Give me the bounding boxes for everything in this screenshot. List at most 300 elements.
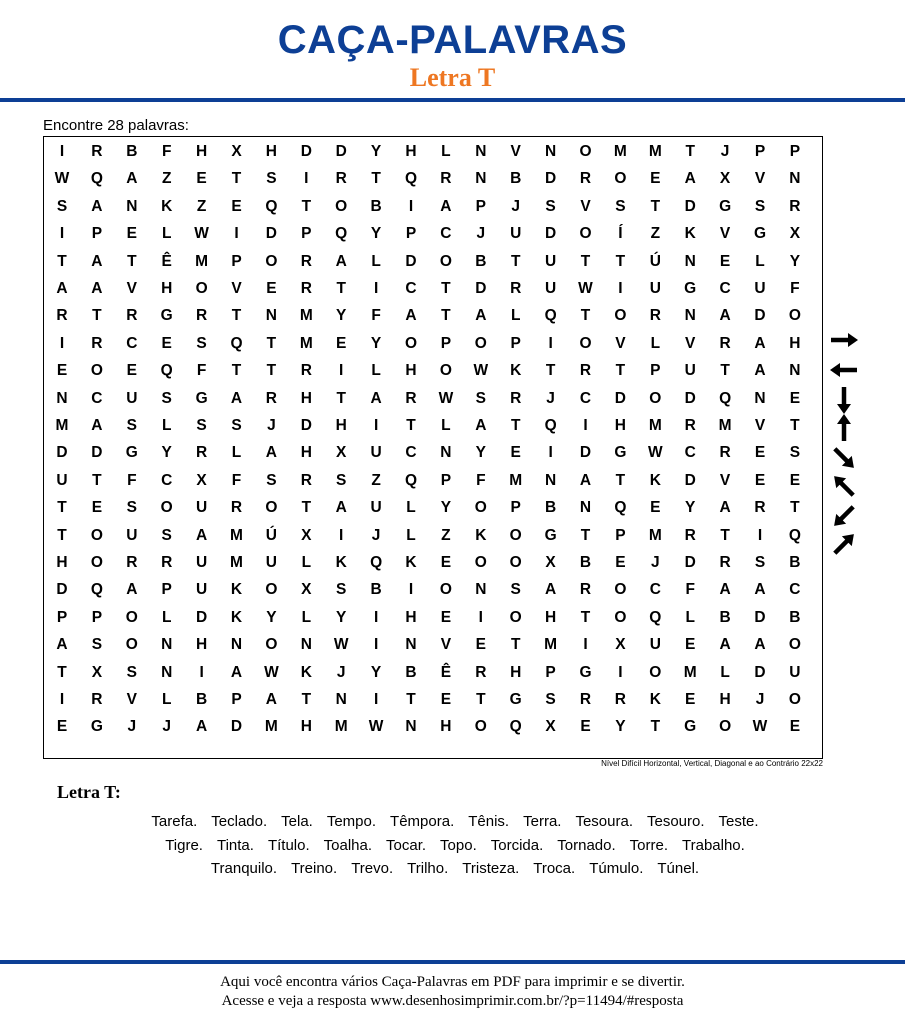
grid-cell[interactable]: D bbox=[754, 608, 766, 626]
grid-cell[interactable]: O bbox=[579, 334, 592, 352]
grid-cell[interactable]: O bbox=[614, 581, 627, 599]
grid-cell[interactable]: D bbox=[684, 471, 696, 489]
grid-cell[interactable]: D bbox=[684, 389, 696, 407]
grid-cell[interactable]: G bbox=[195, 389, 208, 407]
grid-cell[interactable]: P bbox=[56, 608, 68, 626]
grid-cell[interactable]: B bbox=[126, 143, 138, 160]
grid-cell[interactable]: A bbox=[579, 471, 592, 489]
grid-cell[interactable]: R bbox=[300, 280, 312, 297]
grid-cell[interactable]: B bbox=[789, 554, 801, 571]
grid-cell[interactable]: G bbox=[90, 718, 103, 736]
grid-cell[interactable]: O bbox=[614, 170, 627, 188]
grid-cell[interactable]: J bbox=[755, 691, 765, 708]
grid-cell[interactable]: E bbox=[196, 170, 207, 188]
grid-cell[interactable]: R bbox=[649, 307, 661, 325]
grid-cell[interactable]: M bbox=[334, 718, 348, 736]
grid-cell[interactable]: E bbox=[789, 718, 801, 736]
grid-cell[interactable]: R bbox=[719, 334, 731, 352]
grid-cell[interactable]: V bbox=[719, 225, 731, 243]
grid-cell[interactable]: T bbox=[371, 170, 381, 188]
grid-cell[interactable]: B bbox=[579, 554, 592, 571]
grid-cell[interactable]: A bbox=[754, 334, 766, 352]
grid-cell[interactable]: Q bbox=[160, 362, 173, 380]
grid-cell[interactable]: T bbox=[57, 663, 67, 681]
grid-cell[interactable]: G bbox=[125, 444, 138, 462]
grid-cell[interactable]: H bbox=[195, 636, 208, 654]
grid-cell[interactable]: O bbox=[439, 581, 452, 599]
grid-cell[interactable]: F bbox=[685, 581, 695, 599]
grid-cell[interactable]: A bbox=[230, 389, 243, 407]
grid-cell[interactable]: O bbox=[474, 554, 487, 571]
grid-cell[interactable]: E bbox=[754, 471, 766, 489]
grid-cell[interactable]: B bbox=[370, 197, 382, 215]
grid-cell[interactable]: V bbox=[126, 691, 137, 708]
grid-cell[interactable]: R bbox=[300, 362, 312, 380]
grid-cell[interactable]: W bbox=[438, 389, 454, 407]
grid-cell[interactable]: D bbox=[335, 143, 347, 160]
grid-cell[interactable]: J bbox=[511, 197, 520, 215]
grid-cell[interactable]: L bbox=[301, 608, 312, 626]
grid-cell[interactable]: B bbox=[370, 581, 382, 599]
grid-cell[interactable]: S bbox=[754, 197, 766, 215]
grid-cell[interactable]: H bbox=[440, 718, 452, 736]
grid-cell[interactable]: Q bbox=[230, 334, 243, 352]
grid-cell[interactable]: R bbox=[405, 389, 417, 407]
grid-cell[interactable]: F bbox=[371, 307, 381, 325]
grid-cell[interactable]: A bbox=[335, 252, 347, 270]
grid-cell[interactable]: T bbox=[720, 526, 730, 544]
grid-cell[interactable]: P bbox=[440, 334, 452, 352]
grid-cell[interactable]: O bbox=[579, 225, 592, 243]
grid-cell[interactable]: Y bbox=[336, 608, 347, 626]
grid-cell[interactable]: C bbox=[405, 280, 417, 297]
grid-cell[interactable]: K bbox=[300, 663, 312, 681]
grid-cell[interactable]: T bbox=[127, 252, 137, 270]
grid-cell[interactable]: E bbox=[126, 362, 137, 380]
grid-cell[interactable]: Y bbox=[370, 334, 382, 352]
grid-cell[interactable]: Q bbox=[788, 526, 801, 544]
grid-cell[interactable]: C bbox=[719, 280, 731, 297]
grid-cell[interactable]: M bbox=[299, 307, 313, 325]
grid-cell[interactable]: B bbox=[789, 608, 801, 626]
grid-cell[interactable]: U bbox=[544, 252, 557, 270]
grid-cell[interactable]: N bbox=[161, 636, 173, 654]
grid-cell[interactable]: U bbox=[126, 389, 138, 407]
grid-cell[interactable]: V bbox=[754, 417, 766, 434]
grid-cell[interactable]: D bbox=[754, 307, 766, 325]
grid-cell[interactable]: P bbox=[231, 252, 242, 270]
grid-cell[interactable]: S bbox=[336, 471, 347, 489]
grid-cell[interactable]: T bbox=[231, 307, 242, 325]
grid-cell[interactable]: G bbox=[544, 526, 557, 544]
grid-cell[interactable]: W bbox=[473, 362, 489, 380]
grid-cell[interactable]: O bbox=[509, 554, 522, 571]
grid-cell[interactable]: O bbox=[265, 581, 278, 599]
grid-cell[interactable]: A bbox=[370, 389, 382, 407]
grid-cell[interactable]: A bbox=[56, 280, 68, 297]
grid-cell[interactable]: N bbox=[230, 636, 243, 654]
grid-cell[interactable]: I bbox=[583, 417, 588, 434]
grid-cell[interactable]: R bbox=[195, 307, 208, 325]
grid-cell[interactable]: T bbox=[510, 636, 521, 654]
grid-cell[interactable]: K bbox=[230, 608, 243, 626]
grid-cell[interactable]: P bbox=[405, 225, 417, 243]
grid-cell[interactable]: D bbox=[405, 252, 417, 270]
grid-cell[interactable]: B bbox=[405, 663, 417, 681]
grid-cell[interactable]: A bbox=[195, 718, 208, 736]
grid-cell[interactable]: A bbox=[91, 280, 103, 297]
grid-cell[interactable]: Ê bbox=[161, 252, 172, 270]
grid-cell[interactable]: D bbox=[300, 143, 312, 160]
grid-cell[interactable]: J bbox=[546, 389, 555, 407]
grid-cell[interactable]: T bbox=[406, 691, 416, 708]
grid-cell[interactable]: U bbox=[649, 636, 661, 654]
grid-cell[interactable]: E bbox=[440, 608, 452, 626]
grid-cell[interactable]: O bbox=[649, 389, 662, 407]
grid-cell[interactable]: M bbox=[718, 417, 732, 434]
grid-cell[interactable]: I bbox=[339, 526, 344, 544]
grid-cell[interactable]: E bbox=[789, 389, 801, 407]
grid-cell[interactable]: O bbox=[265, 252, 278, 270]
grid-cell[interactable]: P bbox=[231, 691, 242, 708]
grid-cell[interactable]: O bbox=[649, 663, 662, 681]
grid-cell[interactable]: P bbox=[510, 334, 521, 352]
grid-cell[interactable]: P bbox=[615, 526, 626, 544]
grid-cell[interactable]: Z bbox=[161, 170, 172, 188]
grid-cell[interactable]: L bbox=[685, 608, 695, 626]
grid-cell[interactable]: Q bbox=[509, 718, 522, 736]
grid-cell[interactable]: T bbox=[301, 691, 312, 708]
grid-cell[interactable]: T bbox=[301, 499, 312, 517]
grid-cell[interactable]: O bbox=[439, 362, 452, 380]
grid-cell[interactable]: E bbox=[510, 444, 521, 462]
grid-cell[interactable]: Q bbox=[649, 608, 662, 626]
grid-cell[interactable]: A bbox=[91, 417, 103, 434]
grid-cell[interactable]: W bbox=[264, 663, 279, 681]
grid-cell[interactable]: O bbox=[265, 499, 278, 517]
grid-cell[interactable]: N bbox=[265, 307, 277, 325]
grid-cell[interactable]: Y bbox=[440, 499, 452, 517]
grid-cell[interactable]: S bbox=[545, 197, 556, 215]
grid-cell[interactable]: B bbox=[719, 608, 731, 626]
grid-cell[interactable]: R bbox=[789, 197, 801, 215]
grid-cell[interactable]: R bbox=[510, 280, 522, 297]
grid-cell[interactable]: N bbox=[684, 252, 696, 270]
grid-cell[interactable]: N bbox=[56, 389, 68, 407]
grid-cell[interactable]: E bbox=[685, 636, 696, 654]
grid-cell[interactable]: F bbox=[231, 471, 242, 489]
grid-cell[interactable]: D bbox=[56, 444, 68, 462]
grid-cell[interactable]: R bbox=[56, 307, 68, 325]
grid-cell[interactable]: N bbox=[440, 444, 452, 462]
grid-cell[interactable]: H bbox=[510, 663, 522, 681]
grid-cell[interactable]: R bbox=[579, 581, 592, 599]
grid-cell[interactable]: T bbox=[92, 307, 102, 325]
grid-cell[interactable]: R bbox=[265, 389, 277, 407]
grid-cell[interactable]: A bbox=[754, 581, 766, 599]
grid-cell[interactable]: X bbox=[789, 225, 801, 243]
grid-cell[interactable]: A bbox=[475, 307, 487, 325]
grid-cell[interactable]: L bbox=[406, 526, 416, 544]
grid-cell[interactable]: N bbox=[405, 718, 417, 736]
grid-cell[interactable]: A bbox=[754, 362, 766, 380]
grid-cell[interactable]: P bbox=[301, 225, 312, 243]
grid-cell[interactable]: Y bbox=[685, 499, 696, 517]
grid-cell[interactable]: E bbox=[231, 197, 242, 215]
grid-cell[interactable]: J bbox=[162, 718, 171, 736]
grid-cell[interactable]: W bbox=[368, 718, 384, 736]
grid-cell[interactable]: Í bbox=[618, 225, 623, 243]
grid-cell[interactable]: I bbox=[373, 691, 379, 708]
grid-cell[interactable]: C bbox=[649, 581, 661, 599]
grid-cell[interactable]: Ú bbox=[649, 252, 661, 270]
grid-cell[interactable]: U bbox=[649, 280, 661, 297]
grid-cell[interactable]: R bbox=[91, 334, 103, 352]
grid-cell[interactable]: T bbox=[92, 471, 102, 489]
grid-cell[interactable]: H bbox=[719, 691, 731, 708]
grid-cell[interactable]: R bbox=[754, 499, 766, 517]
grid-cell[interactable]: D bbox=[684, 197, 696, 215]
grid-cell[interactable]: T bbox=[441, 280, 451, 297]
grid-cell[interactable]: T bbox=[266, 362, 277, 380]
grid-cell[interactable]: A bbox=[719, 636, 731, 654]
grid-cell[interactable]: X bbox=[301, 526, 312, 544]
grid-cell[interactable]: W bbox=[578, 280, 593, 297]
grid-cell[interactable]: Y bbox=[475, 444, 486, 462]
grid-cell[interactable]: P bbox=[475, 197, 486, 215]
grid-cell[interactable]: X bbox=[615, 636, 626, 654]
grid-cell[interactable]: R bbox=[510, 389, 522, 407]
grid-cell[interactable]: I bbox=[373, 608, 379, 626]
grid-cell[interactable]: S bbox=[126, 663, 137, 681]
grid-cell[interactable]: N bbox=[475, 143, 487, 160]
grid-cell[interactable]: N bbox=[300, 636, 312, 654]
grid-cell[interactable]: Q bbox=[90, 170, 103, 188]
grid-cell[interactable]: O bbox=[509, 526, 522, 544]
grid-cell[interactable]: V bbox=[754, 170, 766, 188]
grid-cell[interactable]: R bbox=[126, 307, 138, 325]
grid-cell[interactable]: T bbox=[615, 471, 626, 489]
grid-cell[interactable]: O bbox=[788, 307, 801, 325]
grid-cell[interactable]: W bbox=[194, 225, 209, 243]
grid-cell[interactable]: E bbox=[789, 471, 801, 489]
grid-cell[interactable]: C bbox=[161, 471, 173, 489]
grid-cell[interactable]: J bbox=[127, 718, 137, 736]
grid-cell[interactable]: N bbox=[475, 170, 487, 188]
grid-cell[interactable]: N bbox=[544, 143, 557, 160]
grid-cell[interactable]: T bbox=[57, 526, 67, 544]
grid-cell[interactable]: B bbox=[475, 252, 487, 270]
grid-cell[interactable]: C bbox=[440, 225, 452, 243]
grid-cell[interactable]: Q bbox=[335, 225, 348, 243]
grid-cell[interactable]: O bbox=[719, 718, 732, 736]
grid-cell[interactable]: E bbox=[91, 499, 103, 517]
grid-cell[interactable]: O bbox=[474, 499, 487, 517]
grid-cell[interactable]: T bbox=[336, 280, 346, 297]
grid-cell[interactable]: J bbox=[650, 554, 660, 571]
grid-cell[interactable]: H bbox=[405, 362, 417, 380]
grid-cell[interactable]: R bbox=[161, 554, 173, 571]
grid-cell[interactable]: K bbox=[161, 197, 173, 215]
grid-cell[interactable]: V bbox=[719, 471, 731, 489]
grid-cell[interactable]: S bbox=[266, 170, 277, 188]
grid-cell[interactable]: H bbox=[789, 334, 801, 352]
grid-cell[interactable]: T bbox=[615, 362, 626, 380]
grid-cell[interactable]: M bbox=[648, 143, 662, 160]
grid-cell[interactable]: N bbox=[335, 691, 347, 708]
grid-cell[interactable]: A bbox=[126, 170, 138, 188]
grid-cell[interactable]: G bbox=[753, 225, 767, 243]
grid-cell[interactable]: C bbox=[126, 334, 138, 352]
grid-cell[interactable]: K bbox=[649, 691, 661, 708]
grid-cell[interactable]: I bbox=[59, 691, 65, 708]
grid-cell[interactable]: S bbox=[91, 636, 103, 654]
grid-cell[interactable]: E bbox=[56, 362, 68, 380]
grid-cell[interactable]: S bbox=[56, 197, 68, 215]
grid-cell[interactable]: H bbox=[56, 554, 68, 571]
grid-cell[interactable]: Q bbox=[90, 581, 103, 599]
grid-cell[interactable]: U bbox=[754, 280, 766, 297]
grid-cell[interactable]: T bbox=[301, 197, 312, 215]
grid-cell[interactable]: O bbox=[579, 143, 592, 160]
grid-cell[interactable]: P bbox=[510, 499, 521, 517]
grid-cell[interactable]: R bbox=[579, 691, 592, 708]
grid-cell[interactable]: T bbox=[510, 417, 521, 434]
grid-cell[interactable]: L bbox=[755, 252, 765, 270]
grid-cell[interactable]: I bbox=[199, 663, 204, 681]
grid-cell[interactable]: A bbox=[475, 417, 487, 434]
grid-cell[interactable]: O bbox=[788, 691, 801, 708]
grid-cell[interactable]: E bbox=[336, 334, 347, 352]
grid-cell[interactable]: R bbox=[300, 252, 312, 270]
grid-cell[interactable]: B bbox=[544, 499, 557, 517]
grid-cell[interactable]: R bbox=[719, 554, 731, 571]
grid-cell[interactable]: U bbox=[544, 280, 557, 297]
grid-cell[interactable]: K bbox=[405, 554, 417, 571]
grid-cell[interactable]: A bbox=[91, 197, 103, 215]
grid-cell[interactable]: J bbox=[336, 663, 346, 681]
grid-cell[interactable]: Y bbox=[336, 307, 347, 325]
grid-cell[interactable]: X bbox=[91, 663, 103, 681]
grid-cell[interactable]: N bbox=[405, 636, 417, 654]
grid-cell[interactable]: F bbox=[790, 280, 800, 297]
grid-cell[interactable]: M bbox=[195, 252, 209, 270]
grid-cell[interactable]: L bbox=[161, 417, 172, 434]
grid-cell[interactable]: I bbox=[478, 608, 483, 626]
grid-cell[interactable]: T bbox=[580, 526, 591, 544]
grid-cell[interactable]: X bbox=[545, 554, 556, 571]
grid-cell[interactable]: E bbox=[126, 225, 137, 243]
grid-cell[interactable]: L bbox=[441, 143, 451, 160]
grid-cell[interactable]: T bbox=[580, 307, 591, 325]
grid-cell[interactable]: N bbox=[754, 389, 766, 407]
grid-cell[interactable]: R bbox=[475, 663, 487, 681]
grid-cell[interactable]: W bbox=[54, 170, 70, 188]
grid-cell[interactable]: U bbox=[789, 663, 801, 681]
grid-cell[interactable]: E bbox=[615, 554, 626, 571]
grid-cell[interactable]: T bbox=[266, 334, 277, 352]
grid-cell[interactable]: I bbox=[59, 225, 65, 243]
grid-cell[interactable]: O bbox=[509, 608, 522, 626]
grid-cell[interactable]: I bbox=[408, 581, 414, 599]
grid-cell[interactable]: S bbox=[231, 417, 242, 434]
grid-cell[interactable]: I bbox=[59, 143, 65, 160]
grid-cell[interactable]: T bbox=[510, 252, 521, 270]
grid-cell[interactable]: S bbox=[126, 499, 137, 517]
grid-cell[interactable]: O bbox=[614, 608, 627, 626]
grid-cell[interactable]: S bbox=[266, 471, 277, 489]
grid-cell[interactable]: Q bbox=[614, 499, 627, 517]
grid-cell[interactable]: A bbox=[335, 499, 347, 517]
grid-cell[interactable]: X bbox=[545, 718, 556, 736]
grid-cell[interactable]: Q bbox=[544, 417, 557, 434]
grid-cell[interactable]: F bbox=[127, 471, 137, 489]
grid-cell[interactable]: D bbox=[684, 554, 696, 571]
grid-cell[interactable]: R bbox=[684, 417, 696, 434]
grid-cell[interactable]: F bbox=[476, 471, 486, 489]
grid-cell[interactable]: O bbox=[474, 334, 487, 352]
grid-cell[interactable]: O bbox=[335, 197, 348, 215]
grid-cell[interactable]: D bbox=[544, 225, 557, 243]
grid-cell[interactable]: L bbox=[161, 608, 172, 626]
grid-cell[interactable]: M bbox=[648, 526, 662, 544]
grid-cell[interactable]: L bbox=[441, 417, 451, 434]
grid-cell[interactable]: L bbox=[720, 663, 730, 681]
grid-cell[interactable]: C bbox=[579, 389, 592, 407]
grid-cell[interactable]: V bbox=[440, 636, 452, 654]
grid-cell[interactable]: F bbox=[196, 362, 207, 380]
grid-cell[interactable]: A bbox=[265, 444, 277, 462]
grid-cell[interactable]: U bbox=[370, 444, 382, 462]
grid-cell[interactable]: K bbox=[230, 581, 243, 599]
grid-cell[interactable]: P bbox=[545, 663, 556, 681]
grid-cell[interactable]: J bbox=[267, 417, 276, 434]
grid-cell[interactable]: U bbox=[684, 362, 696, 380]
grid-cell[interactable]: T bbox=[406, 417, 416, 434]
grid-cell[interactable]: Y bbox=[789, 252, 801, 270]
grid-cell[interactable]: J bbox=[720, 143, 730, 160]
grid-cell[interactable]: Q bbox=[544, 307, 557, 325]
grid-cell[interactable]: Q bbox=[265, 197, 278, 215]
grid-cell[interactable]: Y bbox=[370, 663, 382, 681]
grid-cell[interactable]: M bbox=[230, 526, 243, 544]
grid-cell[interactable]: I bbox=[339, 362, 344, 380]
grid-cell[interactable]: H bbox=[614, 417, 626, 434]
grid-cell[interactable]: D bbox=[579, 444, 592, 462]
grid-cell[interactable]: E bbox=[754, 444, 766, 462]
grid-cell[interactable]: E bbox=[650, 170, 661, 188]
grid-cell[interactable]: X bbox=[231, 143, 242, 160]
grid-cell[interactable]: E bbox=[440, 554, 452, 571]
grid-cell[interactable]: U bbox=[265, 554, 277, 571]
grid-cell[interactable]: S bbox=[754, 554, 766, 571]
grid-cell[interactable]: E bbox=[266, 280, 277, 297]
grid-cell[interactable]: D bbox=[265, 225, 277, 243]
grid-cell[interactable]: E bbox=[580, 718, 591, 736]
grid-cell[interactable]: V bbox=[685, 334, 696, 352]
grid-cell[interactable]: K bbox=[684, 225, 696, 243]
grid-cell[interactable]: O bbox=[125, 608, 138, 626]
grid-cell[interactable]: E bbox=[475, 636, 486, 654]
grid-cell[interactable]: I bbox=[304, 170, 309, 188]
grid-cell[interactable]: B bbox=[510, 170, 522, 188]
grid-cell[interactable]: O bbox=[474, 718, 487, 736]
grid-cell[interactable]: X bbox=[301, 581, 312, 599]
grid-cell[interactable]: P bbox=[440, 471, 452, 489]
grid-cell[interactable]: T bbox=[231, 170, 242, 188]
grid-cell[interactable]: W bbox=[752, 718, 768, 736]
grid-cell[interactable]: R bbox=[440, 170, 452, 188]
